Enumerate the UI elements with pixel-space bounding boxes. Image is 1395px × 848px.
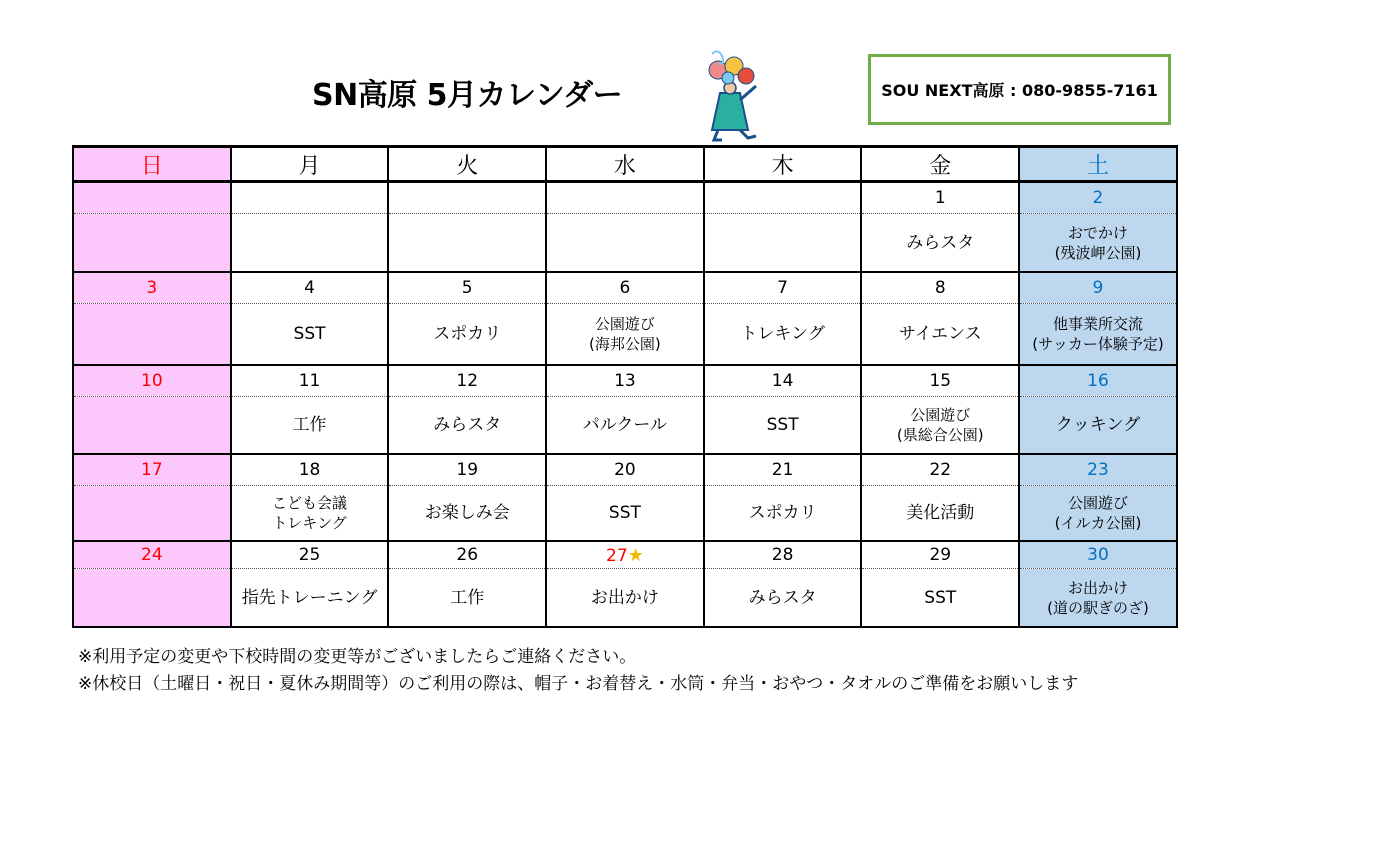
date-number: 20 <box>614 460 636 480</box>
date-number: 15 <box>929 371 952 391</box>
date-number: 13 <box>614 371 636 391</box>
event-text: お出かけ <box>590 587 659 608</box>
star-icon: ★ <box>627 544 644 566</box>
date-number: 9 <box>1092 278 1104 298</box>
event-text: みらスタ <box>433 415 502 435</box>
event-text: こども会議 トレキング <box>272 494 348 532</box>
event-cell <box>1019 486 1177 542</box>
date-cell <box>73 272 231 304</box>
date-cell <box>231 454 389 486</box>
event-text: スポカリ <box>748 503 817 523</box>
event-text: サイエンス <box>898 324 982 344</box>
note-line: ※利用予定の変更や下校時間の変更等がございましたらご連絡ください。 <box>78 647 637 667</box>
event-cell <box>231 304 389 366</box>
event-cell <box>1019 397 1177 455</box>
date-number: 28 <box>771 545 794 565</box>
date-number: 26 <box>456 545 479 565</box>
date-number: 10 <box>141 371 163 391</box>
weekday-header: 月 <box>231 147 389 182</box>
date-cell <box>231 182 389 214</box>
date-cell <box>546 272 704 304</box>
week-event-row <box>73 397 1177 455</box>
event-text: おでかけ (残波岬公園) <box>1054 223 1142 262</box>
date-cell <box>73 365 231 397</box>
calendar-body <box>73 182 1177 628</box>
event-text: 公園遊び (海邦公園) <box>589 315 661 353</box>
date-cell <box>704 182 862 214</box>
date-number: 4 <box>304 278 315 298</box>
event-cell <box>231 569 389 628</box>
event-cell <box>1019 214 1177 273</box>
date-cell <box>388 541 546 569</box>
date-cell <box>1019 182 1177 214</box>
date-number: 1 <box>934 188 946 208</box>
date-cell <box>388 454 546 486</box>
date-cell <box>704 454 862 486</box>
date-cell <box>704 272 862 304</box>
date-cell <box>546 182 704 214</box>
event-cell <box>704 304 862 366</box>
event-text: パルクール <box>582 415 668 435</box>
date-cell <box>704 541 862 569</box>
date-number: 25 <box>298 545 321 565</box>
weekday-header: 火 <box>388 147 546 182</box>
date-number: 30 <box>1087 545 1109 565</box>
date-number: 2 <box>1092 188 1104 208</box>
date-cell <box>861 541 1019 569</box>
date-cell <box>546 365 704 397</box>
date-cell <box>861 454 1019 486</box>
date-cell <box>231 541 389 569</box>
mascot-illustration <box>690 48 780 144</box>
date-number: 18 <box>298 460 321 480</box>
date-cell <box>861 272 1019 304</box>
event-cell <box>388 569 546 628</box>
week-event-row <box>73 569 1177 628</box>
event-cell <box>861 486 1019 542</box>
event-cell <box>231 486 389 542</box>
event-cell <box>73 569 231 628</box>
event-text: 工作 <box>292 415 327 435</box>
week-event-row <box>73 214 1177 273</box>
event-text: みらスタ <box>906 232 975 253</box>
event-text: 他事業所交流 (サッカー体験予定) <box>1032 315 1164 353</box>
week-date-row <box>73 365 1177 397</box>
date-cell <box>546 454 704 486</box>
contact-box <box>868 54 1171 125</box>
date-number: 22 <box>929 460 952 480</box>
event-cell <box>861 304 1019 366</box>
date-cell <box>231 272 389 304</box>
date-number: 21 <box>771 460 794 480</box>
contact-text: SOU NEXT高原 : 080-9855-7161 <box>881 81 1158 100</box>
event-text: 工作 <box>450 587 485 608</box>
event-text: お楽しみ会 <box>424 503 510 523</box>
event-cell <box>546 397 704 455</box>
event-text: SST <box>608 503 641 523</box>
event-text: 美化活動 <box>906 503 975 523</box>
event-cell <box>861 397 1019 455</box>
event-cell <box>704 214 862 273</box>
date-cell <box>388 272 546 304</box>
event-cell <box>546 214 704 273</box>
event-cell <box>861 569 1019 628</box>
event-cell <box>546 486 704 542</box>
date-cell <box>388 182 546 214</box>
event-text: みらスタ <box>748 587 817 608</box>
event-cell <box>1019 304 1177 366</box>
date-number: 11 <box>298 371 321 391</box>
event-cell <box>1019 569 1177 628</box>
date-cell <box>73 182 231 214</box>
note-line: ※休校日（土曜日・祝日・夏休み期間等）のご利用の際は、帽子・お着替え・水筒・弁当・おやつ・タオルのご準備をお願いします <box>78 674 1079 694</box>
date-number: 19 <box>456 460 479 480</box>
week-event-row <box>73 486 1177 542</box>
week-date-row <box>73 454 1177 486</box>
event-text: 公園遊び (県総合公園) <box>896 406 984 444</box>
page-title: SN高原 5月カレンダー <box>312 78 623 113</box>
event-cell <box>388 304 546 366</box>
weekday-header-row <box>73 147 1177 182</box>
date-cell <box>73 541 231 569</box>
week-event-row <box>73 304 1177 366</box>
event-cell <box>73 486 231 542</box>
date-cell <box>1019 541 1177 569</box>
date-cell <box>861 365 1019 397</box>
date-number: 27 <box>606 545 628 566</box>
event-cell <box>388 214 546 273</box>
event-cell <box>73 214 231 273</box>
event-cell <box>704 397 862 455</box>
date-number: 8 <box>934 278 946 298</box>
date-cell <box>1019 272 1177 304</box>
event-text: お出かけ (道の駅ぎのざ) <box>1047 578 1149 617</box>
event-text: スポカリ <box>433 324 502 344</box>
event-text: SST <box>293 324 326 344</box>
event-cell <box>231 214 389 273</box>
date-number: 23 <box>1087 460 1109 480</box>
date-cell <box>1019 454 1177 486</box>
event-text: SST <box>924 587 957 608</box>
date-number: 7 <box>777 278 788 298</box>
event-cell <box>73 397 231 455</box>
weekday-header: 水 <box>546 147 704 182</box>
date-number: 29 <box>929 545 952 565</box>
date-cell <box>73 454 231 486</box>
week-date-row <box>73 541 1177 569</box>
week-date-row <box>73 272 1177 304</box>
date-number: 24 <box>141 545 163 565</box>
date-cell <box>1019 365 1177 397</box>
event-cell <box>704 569 862 628</box>
event-cell <box>231 397 389 455</box>
date-cell <box>704 365 862 397</box>
week-date-row <box>73 182 1177 214</box>
weekday-header: 木 <box>704 147 862 182</box>
date-number: 12 <box>456 371 479 391</box>
calendar-table <box>72 145 1178 628</box>
date-cell <box>231 365 389 397</box>
event-text: SST <box>766 415 799 435</box>
date-cell <box>861 182 1019 214</box>
date-cell <box>388 365 546 397</box>
date-number: 17 <box>141 460 163 480</box>
date-number: 16 <box>1087 371 1109 391</box>
notes <box>78 644 1078 698</box>
event-cell <box>388 486 546 542</box>
event-cell <box>704 486 862 542</box>
weekday-header: 金 <box>861 147 1019 182</box>
date-number: 3 <box>146 278 158 298</box>
event-text: 指先トレーニング <box>241 587 378 608</box>
event-cell <box>546 304 704 366</box>
event-text: 公園遊び (イルカ公園) <box>1054 494 1142 532</box>
event-text: トレキング <box>740 324 825 344</box>
weekday-header: 土 <box>1019 147 1177 182</box>
event-cell <box>388 397 546 455</box>
event-cell <box>861 214 1019 273</box>
date-number: 5 <box>461 278 473 298</box>
weekday-header: 日 <box>73 147 231 182</box>
event-cell <box>546 569 704 628</box>
date-number: 6 <box>619 278 631 298</box>
event-text: クッキング <box>1055 415 1141 435</box>
event-cell <box>73 304 231 366</box>
date-number: 14 <box>771 371 794 391</box>
date-cell <box>546 541 704 569</box>
